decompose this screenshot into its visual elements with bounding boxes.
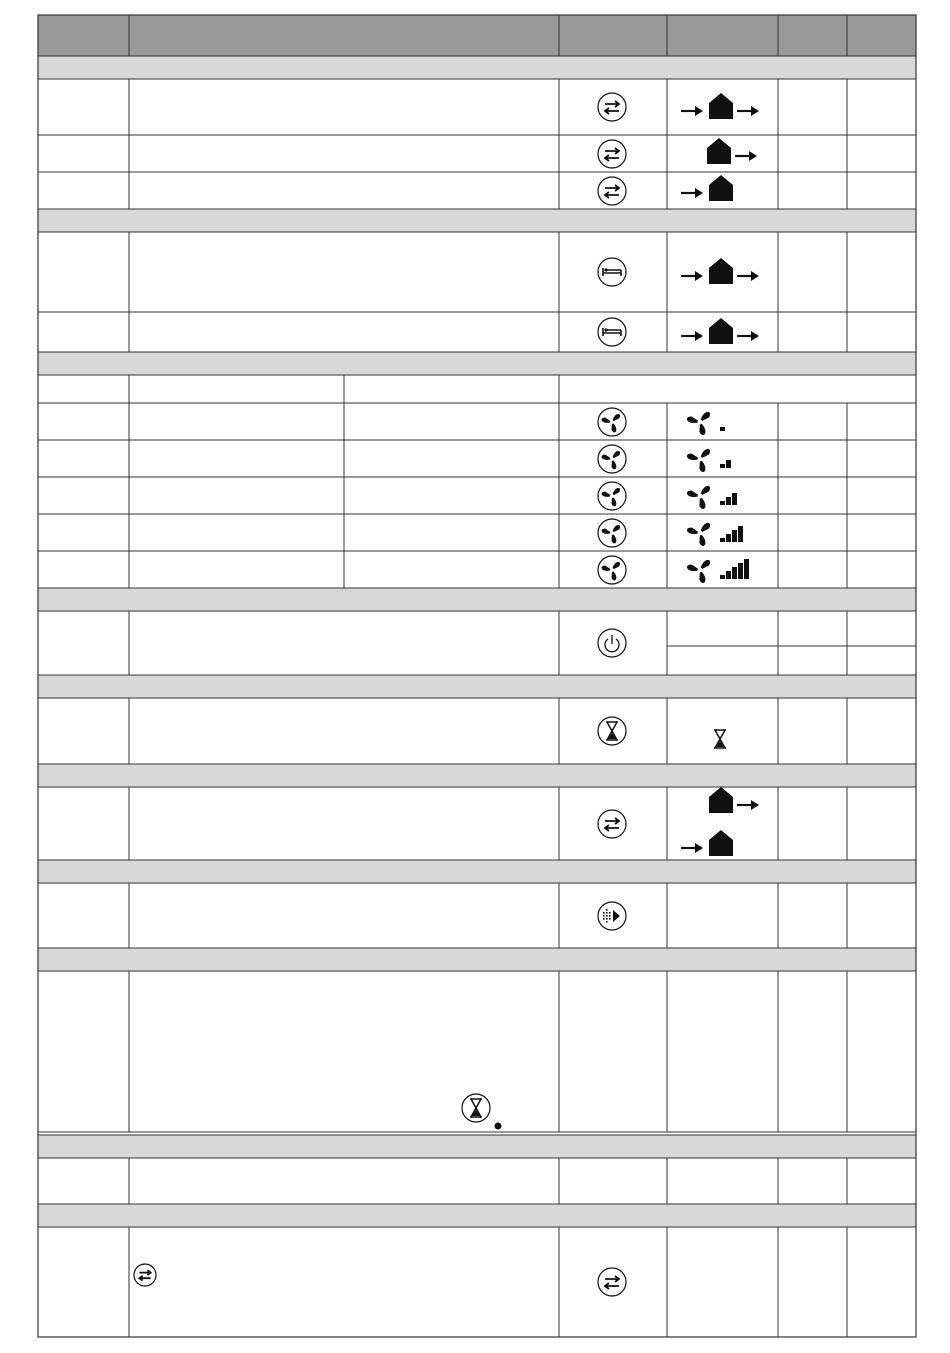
- fan-icon[interactable]: [598, 556, 626, 584]
- table-row-section: [38, 352, 916, 375]
- fan-icon[interactable]: [598, 519, 626, 547]
- hourglass-icon: [714, 730, 726, 748]
- table-row-header: [38, 15, 916, 56]
- exchange-icon[interactable]: [598, 1268, 626, 1296]
- fan-icon[interactable]: [598, 408, 626, 436]
- exchange-icon[interactable]: [598, 93, 626, 121]
- power-icon[interactable]: [598, 629, 626, 657]
- exchange-icon: [134, 1264, 156, 1286]
- fan-speed-5-icon: [686, 559, 749, 584]
- house-flow-out-and-in-icon: [681, 787, 759, 856]
- fan-icon[interactable]: [598, 482, 626, 510]
- fan-speed-4-icon: [686, 523, 743, 547]
- house-flow-both-icon: [681, 318, 759, 344]
- house-flow-both-icon: [681, 258, 759, 284]
- table-row-section: [38, 675, 916, 698]
- exchange-icon[interactable]: [598, 810, 626, 838]
- table-row-section: [38, 860, 916, 883]
- hourglass-icon[interactable]: [598, 717, 626, 745]
- bed-icon[interactable]: [598, 258, 626, 286]
- table-row-section: [38, 1135, 916, 1158]
- table-row-section: [38, 948, 916, 971]
- fan-speed-1-icon: [686, 412, 725, 436]
- table-row-section: [38, 56, 916, 79]
- exchange-icon[interactable]: [598, 177, 626, 205]
- filter-arrow-icon[interactable]: [598, 902, 626, 930]
- fan-speed-3-icon: [686, 486, 737, 510]
- exchange-icon[interactable]: [598, 140, 626, 168]
- house-flow-out-icon: [707, 138, 757, 164]
- table-row-section: [38, 764, 916, 787]
- fan-speed-2-icon: [686, 449, 731, 473]
- bed-icon[interactable]: [598, 318, 626, 346]
- table-row-section: [38, 588, 916, 611]
- fan-icon[interactable]: [598, 445, 626, 473]
- house-flow-both-icon: [681, 93, 759, 119]
- hourglass-icon[interactable]: [462, 1094, 490, 1122]
- house-flow-in-icon: [681, 175, 733, 201]
- table-row-section: [38, 1204, 916, 1227]
- dot-icon: [495, 1123, 502, 1130]
- table-row-section: [38, 209, 916, 232]
